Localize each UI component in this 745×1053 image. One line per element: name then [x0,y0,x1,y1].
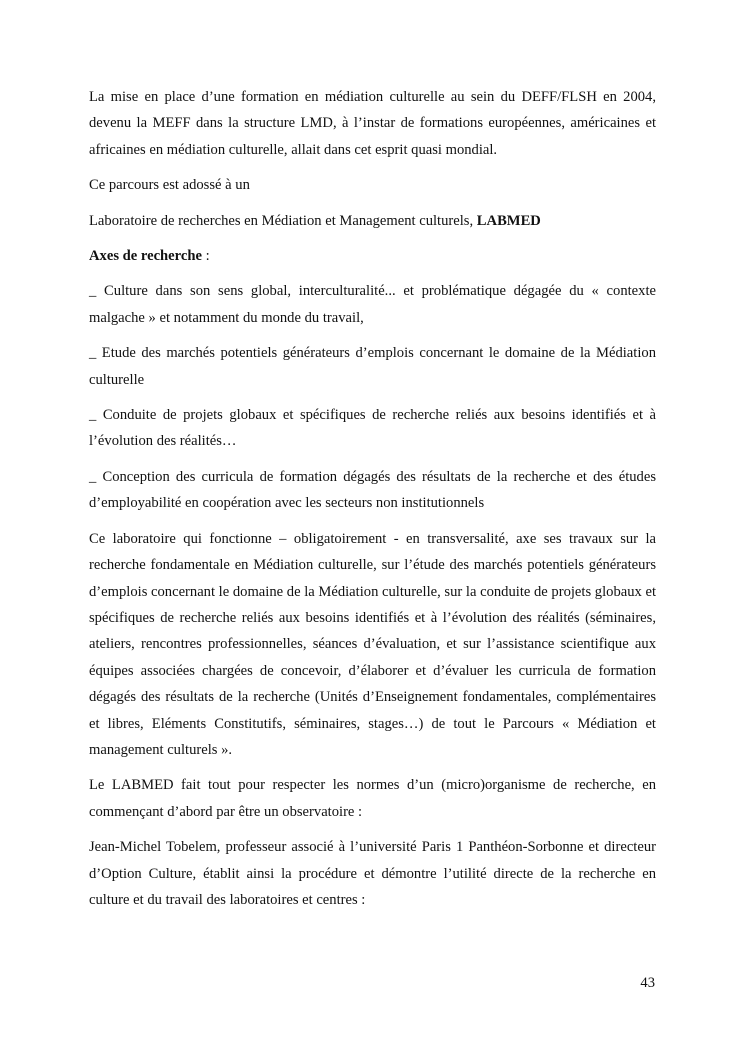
research-axis-item: _ Conduite de projets globaux et spécifiques de recherche reliés aux besoins identifiés et à l’évolution des réalités… [89,407,656,450]
research-axis-item: _ Etude des marchés potentiels générateurs d’emplois concernant le domaine de la Médiation culturelle [89,345,656,388]
paragraph-intro: La mise en place d’une formation en médiation culturelle au sein du DEFF/FLSH en 2004, devenu la MEFF dans la structure LMD, à l’instar de formations européennes, américaines et africaines en médiation culturelle, allait dans cet esprit quasi mondial. [89,89,656,158]
paragraph-parcours: Ce parcours est adossé à un [89,177,250,194]
research-axes-heading [89,243,656,269]
research-axis-item: _ Culture dans son sens global, interculturalité... et problématique dégagée du « contexte malgache » et notamment du monde du travail, [89,283,656,326]
research-axes-colon: : [201,248,210,265]
page-number: 43 [640,975,655,991]
laboratory-acronym: LABMED [476,212,541,229]
research-axis-item: _ Conception des curricula de formation dégagés des résultats de la recherche et des études d’employabilité en coopération avec les secteurs non institutionnels [89,468,656,512]
paragraph-tobelem: Jean-Michel Tobelem, professeur associé à l’université Paris 1 Panthéon-Sorbonne et directeur d’Option Culture, établit ainsi la procédure et démontre l’utilité directe de la recherche en culture et du travail des laboratoires et centres : [89,839,656,908]
paragraph-laboratory [89,208,656,234]
research-axes-label: Axes de recherche [89,248,202,265]
laboratory-name: Laboratoire de recherches en Médiation et Management culturels, [89,212,477,229]
paragraph-labmed-norms: Le LABMED fait tout pour respecter les normes d’un (micro)organisme de recherche, en commençant d’abord par être un observatoire : [89,777,656,820]
paragraph-laboratory-work: Ce laboratoire qui fonctionne – obligatoirement - en transversalité, axe ses travaux sur la recherche fondamentale en Médiation culturelle, sur l’étude des marchés potentiels générateurs d’emplois concernant le domaine de la Médiation culturelle, sur la conduite de projets globaux et spécifiques de recherche reliés aux besoins identifiés et à l’évolution des réalités (séminaires, ateliers, rencontres professionnelles, séances d’évaluation, et sur l’assistance scientifique aux équipes associées chargées de concevoir, d’élaborer et d’évaluer les curricula de formation dégagés des résultats de la recherche (Unités d’Enseignement fondamentales, complémentaires et libres, Eléments Constitutifs, séminaires, stages…) de tout le Parcours « Médiation et management culturels ». [89,530,656,758]
page-body [89,84,656,922]
